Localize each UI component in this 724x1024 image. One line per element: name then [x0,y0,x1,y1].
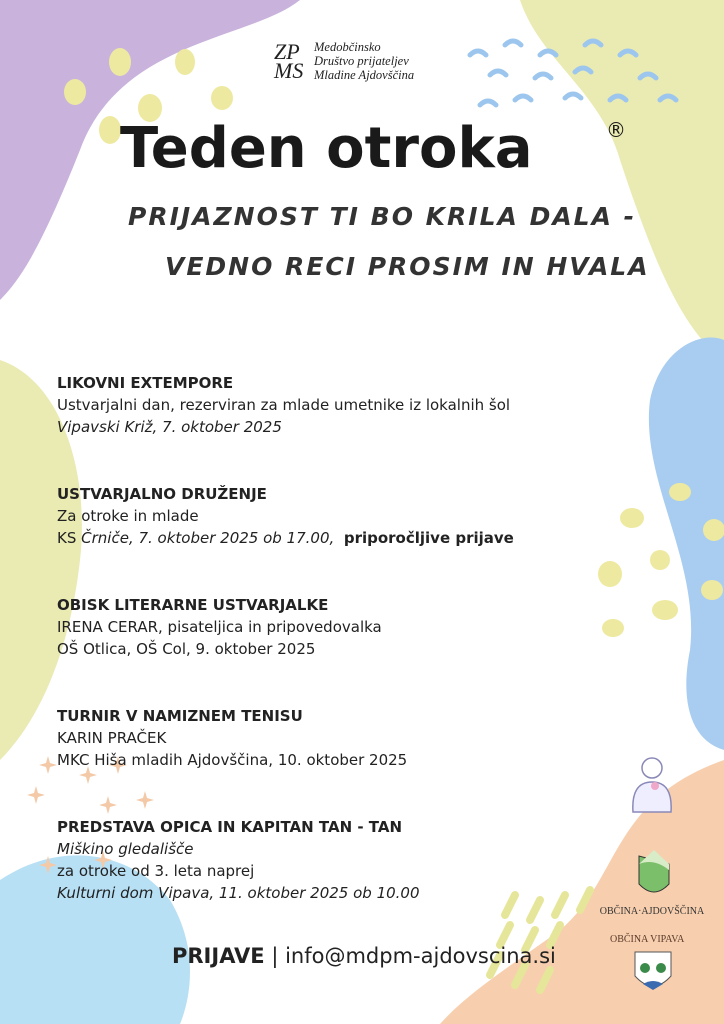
event-1 [57,372,510,438]
event-date: Vipavski Križ, 7. oktober 2025 [57,418,282,436]
event-title: USTVARJALNO DRUŽENJE [57,485,267,503]
event-title: PREDSTAVA OPICA IN KAPITAN TAN - TAN [57,818,403,836]
event-note: priporočljive prijave [343,529,514,547]
mdpm-logo [274,40,414,82]
event-description: Za otroke in mlade [57,507,199,525]
logo-line: Medobčinsko [314,40,381,54]
obcina-vipava-label: OBČINA VIPAVA [610,934,685,945]
crest-caption: OBČINA·AJDOVŠČINA [599,906,705,917]
event-title: OBISK LITERARNE USTVARJALKE [57,596,329,614]
event-place: KS [57,529,77,547]
obcina-vipava-crest-icon [633,950,673,992]
event-date: Kulturni dom Vipava, 11. oktober 2025 ob 10.00 [57,884,420,902]
page-title: Teden otroka [120,116,533,181]
logo-mark: ZP MS [274,39,304,83]
event-date: MKC Hiša mladih Ajdovščina, 10. oktober 2025 [57,751,408,769]
event-date: Črniče, 7. oktober 2025 ob 17.00, [81,529,335,547]
registered-mark: ® [606,118,626,142]
event-2 [57,483,514,549]
event-4 [57,705,407,771]
logo-line: Mladine Ajdovščina [314,68,415,82]
event-title: TURNIR V NAMIZNEM TENISU [57,707,303,725]
event-description: IRENA CERAR, pisateljica in pripovedovalka [57,618,382,636]
event-3 [57,594,382,660]
event-date: OŠ Otlica, OŠ Col, 9. oktober 2025 [57,640,316,658]
obcina-ajdovscina-crest-icon [624,842,684,904]
footer-registration [172,944,556,968]
event-title: LIKOVNI EXTEMPORE [57,374,234,392]
subtitle-line-1: PRIJAZNOST TI BO KRILA DALA - [128,202,637,231]
registration-label: PRIJAVE [172,944,265,968]
email-link[interactable]: info@mdpm-ajdovscina.si [285,944,556,968]
event-description: KARIN PRAČEK [57,729,167,747]
child-illustration-icon [625,752,679,816]
subtitle-line-2: VEDNO RECI PROSIM IN HVALA [165,252,650,281]
separator: | [271,944,279,968]
event-audience: za otroke od 3. leta naprej [57,862,255,880]
logo-line: Društvo prijateljev [314,54,409,68]
event-description: Miškino gledališče [57,840,194,858]
event-description: Ustvarjalni dan, rezerviran za mlade umetnike iz lokalnih šol [57,396,511,414]
event-5 [57,816,420,904]
